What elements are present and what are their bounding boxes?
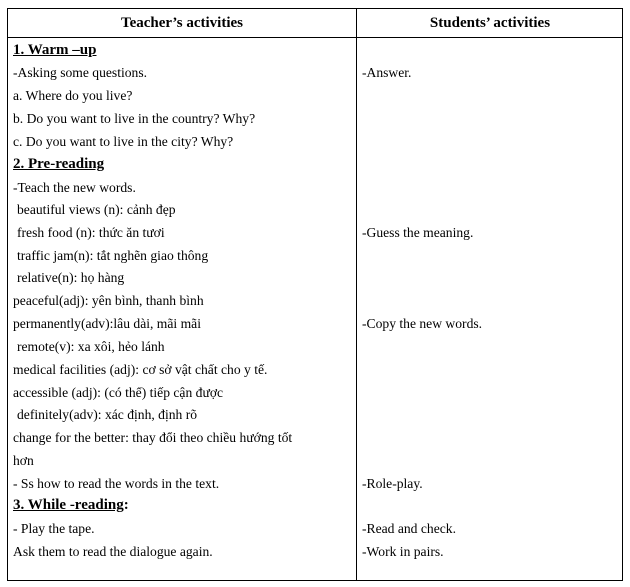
student-activity: -Guess the meaning. — [362, 225, 474, 240]
student-activity: -Role-play. — [362, 476, 423, 491]
vocab-item: change for the better: thay đổi theo chiều hướng tốt — [13, 430, 293, 445]
students-column-header: Students’ activities — [429, 15, 551, 31]
student-activity: -Read and check. — [362, 521, 456, 536]
vocab-item: relative(n): họ hàng — [17, 270, 125, 285]
vocab-item: accessible (adj): (có thể) tiếp cận được — [13, 385, 224, 400]
teacher-line: -Teach the new words. — [13, 180, 136, 195]
teacher-line: b. Do you want to live in the country? Why? — [13, 111, 256, 126]
lesson-table — [7, 8, 623, 581]
teacher-line: Ask them to read the dialogue again. — [13, 544, 213, 559]
vocab-item: permanently(adv):lâu dài, mãi mãi — [13, 316, 201, 331]
teacher-column-header: Teacher’s activities — [120, 15, 244, 31]
student-activity: -Work in pairs. — [362, 544, 444, 559]
vocab-item: remote(v): xa xôi, hẻo lánh — [17, 339, 165, 354]
student-activity: -Answer. — [362, 65, 412, 80]
whilereading-section-title: 3. While -reading: — [13, 497, 129, 513]
vocab-item: fresh food (n): thức ăn tươi — [17, 225, 165, 240]
header-divider — [8, 37, 622, 38]
teacher-line: - Play the tape. — [13, 521, 95, 536]
vocab-item: traffic jam(n): tắt nghẽn giao thông — [17, 248, 209, 263]
student-activity: -Copy the new words. — [362, 316, 483, 331]
teacher-line: -Asking some questions. — [13, 65, 148, 80]
teacher-line: - Ss how to read the words in the text. — [13, 476, 220, 491]
column-divider — [356, 9, 357, 580]
vocab-item: medical facilities (adj): cơ sở vật chất cho y tế. — [13, 362, 268, 377]
teacher-line: c. Do you want to live in the city? Why? — [13, 134, 234, 149]
prereading-section-title: 2. Pre-reading — [13, 156, 105, 172]
warmup-section-title: 1. Warm –up — [13, 42, 97, 58]
teacher-line: a. Where do you live? — [13, 88, 133, 103]
vocab-item-continued: hơn — [13, 453, 34, 468]
vocab-item: peaceful(adj): yên bình, thanh bình — [13, 293, 204, 308]
vocab-item: definitely(adv): xác định, định rõ — [17, 407, 198, 422]
vocab-item: beautiful views (n): cảnh đẹp — [17, 202, 176, 217]
